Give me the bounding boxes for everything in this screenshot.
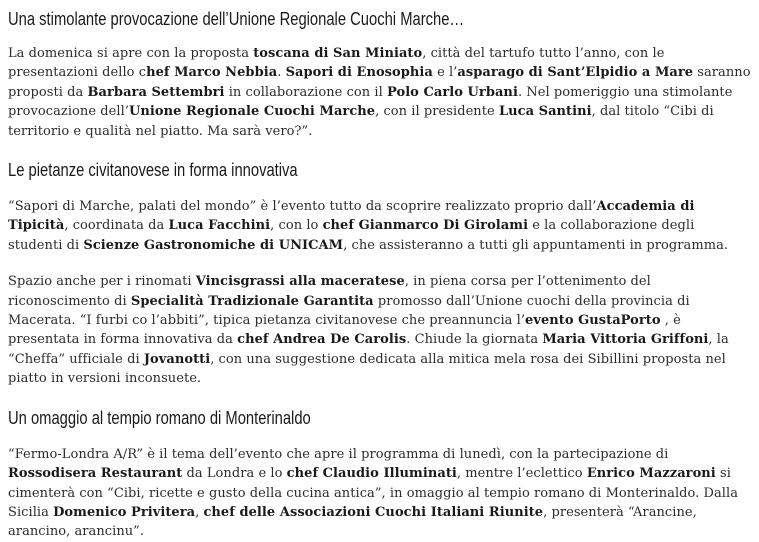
bold-text: Enrico Mazzaroni	[586, 466, 716, 482]
bold-text: Polo Carlo Urbani	[387, 84, 518, 100]
bold-text: Scienze Gastronomiche di UNICAM	[83, 237, 344, 253]
text-run: , con il presidente	[375, 104, 499, 120]
text-run: “Fermo-Londra A/R” è il tema dell’evento che apre il programma di lunedì, con la partecipazione di	[8, 446, 669, 462]
text-run: saranno proposti da	[8, 65, 751, 100]
section-paragraph	[8, 44, 751, 141]
text-run: . Nel pomeriggio una stimolante provocazione dell’	[8, 84, 733, 120]
text-run: , mentre l’eclettico	[456, 466, 587, 482]
text-run: , in piena corsa per l’ottenimento del riconoscimento di	[8, 274, 651, 309]
bold-text: Barbara Settembri	[87, 84, 225, 100]
section-heading: Un omaggio al tempio romano di Monterinaldo	[8, 407, 311, 428]
text-run: . Chiude la giornata	[406, 332, 543, 348]
text-run: , è presentata in forma innovativa da	[8, 313, 681, 348]
bold-text: asparago di Sant’Elpidio a Mare	[457, 65, 694, 81]
bold-text: chef Andrea De Carolis	[237, 332, 407, 348]
text-run: , che assisteranno a tutti gli appuntamenti in programma.	[343, 237, 729, 253]
text-run: , la “Cheffa” ufficiale di	[8, 332, 729, 367]
text-run: ,	[195, 504, 204, 520]
text-run: , con una suggestione dedicata alla mitica mela rosa dei Sibillini proposta nel piatto in versioni inconsuete.	[8, 351, 726, 387]
text-run: , con lo	[270, 218, 323, 234]
article-body	[0, 7, 759, 542]
bold-text: Accademia di Tipicità	[8, 199, 695, 234]
bold-text: Unione Regionale Cuochi Marche	[128, 104, 376, 120]
section-heading: Le pietanze civitanovese in forma innovativa	[8, 160, 298, 181]
section-paragraph	[8, 445, 751, 542]
text-run: , città del tartufo tutto l’anno, con le presentazioni dello c	[8, 46, 665, 81]
text-run: , coordinata da	[64, 218, 169, 234]
bold-text: Vincisgrassi alla maceratese	[195, 274, 405, 290]
bold-text: Sapori di Enosophia	[285, 65, 433, 81]
bold-text: Luca Santini	[498, 104, 592, 120]
text-run: in collaborazione con il	[224, 84, 387, 100]
text-run: Spazio anche per i rinomati	[8, 274, 196, 290]
bold-text: toscana di San Miniato	[253, 46, 423, 61]
bold-text: chef Claudio Illuminati	[286, 466, 457, 482]
text-run: La domenica si apre con la proposta	[8, 46, 254, 61]
section-paragraph	[8, 272, 751, 388]
bold-text: Jovanotti	[143, 351, 211, 367]
bold-text: Specialità Tradizionale Garantita	[130, 293, 374, 309]
text-run: da Londra e lo	[182, 466, 287, 482]
text-run: “Sapori di Marche, palati del mondo” è l’evento tutto da scoprire realizzato proprio dall’	[8, 199, 597, 215]
bold-text: Maria Vittoria Griffoni	[542, 332, 709, 348]
bold-text: hef Marco Nebbia	[146, 65, 278, 81]
text-run: promosso dall’Unione cuochi della provincia di Macerata. “I furbi co l’abbiti”, tipica pietanza civitanovese che preannuncia l’	[8, 293, 690, 329]
bold-text: Rossodisera Restaurant	[8, 466, 183, 482]
bold-text: Luca Facchini	[168, 218, 271, 234]
bold-text: evento GustaPorto	[525, 313, 661, 329]
text-run: , presenterà “Arancine, arancino, arancinu”.	[8, 504, 697, 540]
text-run: e la collaborazione degli studenti di	[8, 218, 695, 253]
text-run: .	[277, 65, 286, 81]
section-paragraph	[8, 197, 751, 255]
text-run: , dal titolo “Cibi di territorio e qualità nel piatto. Ma sarà vero?”.	[8, 104, 714, 139]
bold-text: chef delle Associazioni Cuochi Italiani Riunite	[203, 504, 544, 520]
text-run: e l’	[432, 65, 458, 81]
section-heading: Una stimolante provocazione dell’Unione Regionale Cuochi Marche…	[8, 9, 465, 29]
text-run: si cimenterà con “Cibi, ricette e gusto della cucina antica”, in omaggio al tempio romano di Monterinaldo. Dalla Sicilia	[8, 466, 739, 520]
bold-text: chef Gianmarco Di Girolami	[322, 218, 529, 234]
bold-text: Domenico Privitera	[53, 504, 196, 520]
